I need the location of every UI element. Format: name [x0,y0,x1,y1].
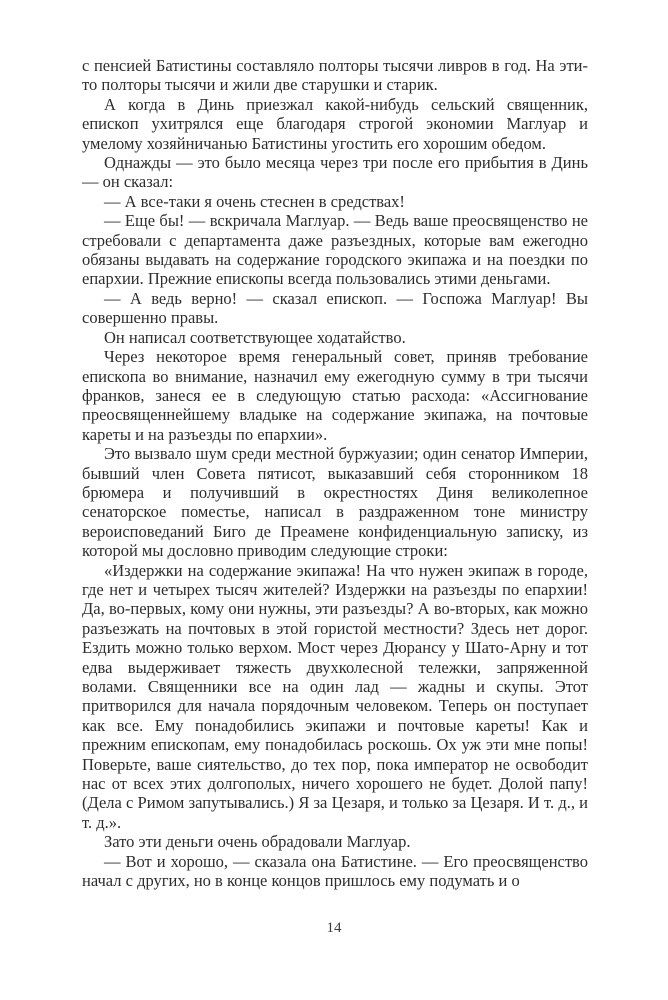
paragraph: Это вызвало шум среди местной буржуазии; один сенатор Империи, бывший член Совета пятисот, выказавший себя сторонником 18 брюмера и получивший в окрестностях Диня великолепное сенаторское поместье, написал в раздраженном тоне министру вероисповеданий Биго де Преамене конфиденциальную записку, из которой мы дословно приводим следующие строки: [82,444,588,561]
paragraph: Однажды — это было месяца через три после его прибытия в Динь — он сказал: [82,153,588,192]
paragraph: А когда в Динь приезжал какой-нибудь сельский священник, епископ ухитрялся еще благодаря строгой экономии Маглуар и умелому хозяйничанью Батистины угостить его хорошим обедом. [82,94,588,153]
page-text [82,56,588,890]
paragraph: Он написал соответствующее ходатайство. [104,327,406,347]
paragraph: Через некоторое время генеральный совет, приняв требование епископа во внимание, назначил ему ежегодную сумму в три тысячи франков, занеся ее в следующую статью расхода: «Ассигнование преосвященнейшему владыке на содержание экипажа, на почтовые кареты и на разъезды по епархии». [82,347,588,444]
dialogue-paragraph: — А ведь верно! — сказал епископ. — Госпожа Маглуар! Вы совершенно правы. [82,288,588,328]
paragraph: Зато эти деньги очень обрадовали Маглуар. [104,832,411,852]
quote-paragraph: «Издержки на содержание экипажа! На что нужен экипаж в городе, где нет и четырех тысяч жителей? Издержки на разъезды по епархии! Да, во-первых, кому они нужны, эти разъезды? А во-вторых, как можно разъезжать на почтовых в этой гористой местности? Здесь нет дорог. Ездить можно только верхом. Мост через Дюрансу у Шато-Арну и тот едва выдерживает тяжесть двухколесной тележки, запряженной волами. Священники все на один лад — жадны и скупы. Этот притворился для начала порядочным человеком. Теперь он поступает как все. Ему понадобились экипажи и почтовые кареты! Как и прежним епископам, ему понадобилась роскошь. Ох уж эти мне попы! Поверьте, ваше сиятельство, до тех пор, пока император не освободит нас от всех этих долгополых, ничего хорошего не будет. Долой папу! (Дела с Римом запутывались.) Я за Цезаря, и только за Цезаря. И т. д., и т. д.». [82,560,588,832]
dialogue-paragraph: — А все-таки я очень стеснен в средствах! [104,191,405,211]
page-number: 14 [326,920,342,936]
dialogue-paragraph: — Вот и хорошо, — сказала она Батистине. — Его преосвященство начал с других, но в конце концов пришлось ему подумать и о [82,851,588,891]
paragraph: с пенсией Батистины составляло полторы тысячи ливров в год. На эти-то полторы тысячи и жили две старушки и старик. [82,56,588,95]
dialogue-paragraph: — Еще бы! — вскричала Маглуар. — Ведь ваше преосвященство не стребовали с департамента даже разъездных, которые вам ежегодно обязаны выдавать на содержание городского экипажа и на поездки по епархии. Прежние епископы всегда пользовались этими деньгами. [82,211,588,289]
